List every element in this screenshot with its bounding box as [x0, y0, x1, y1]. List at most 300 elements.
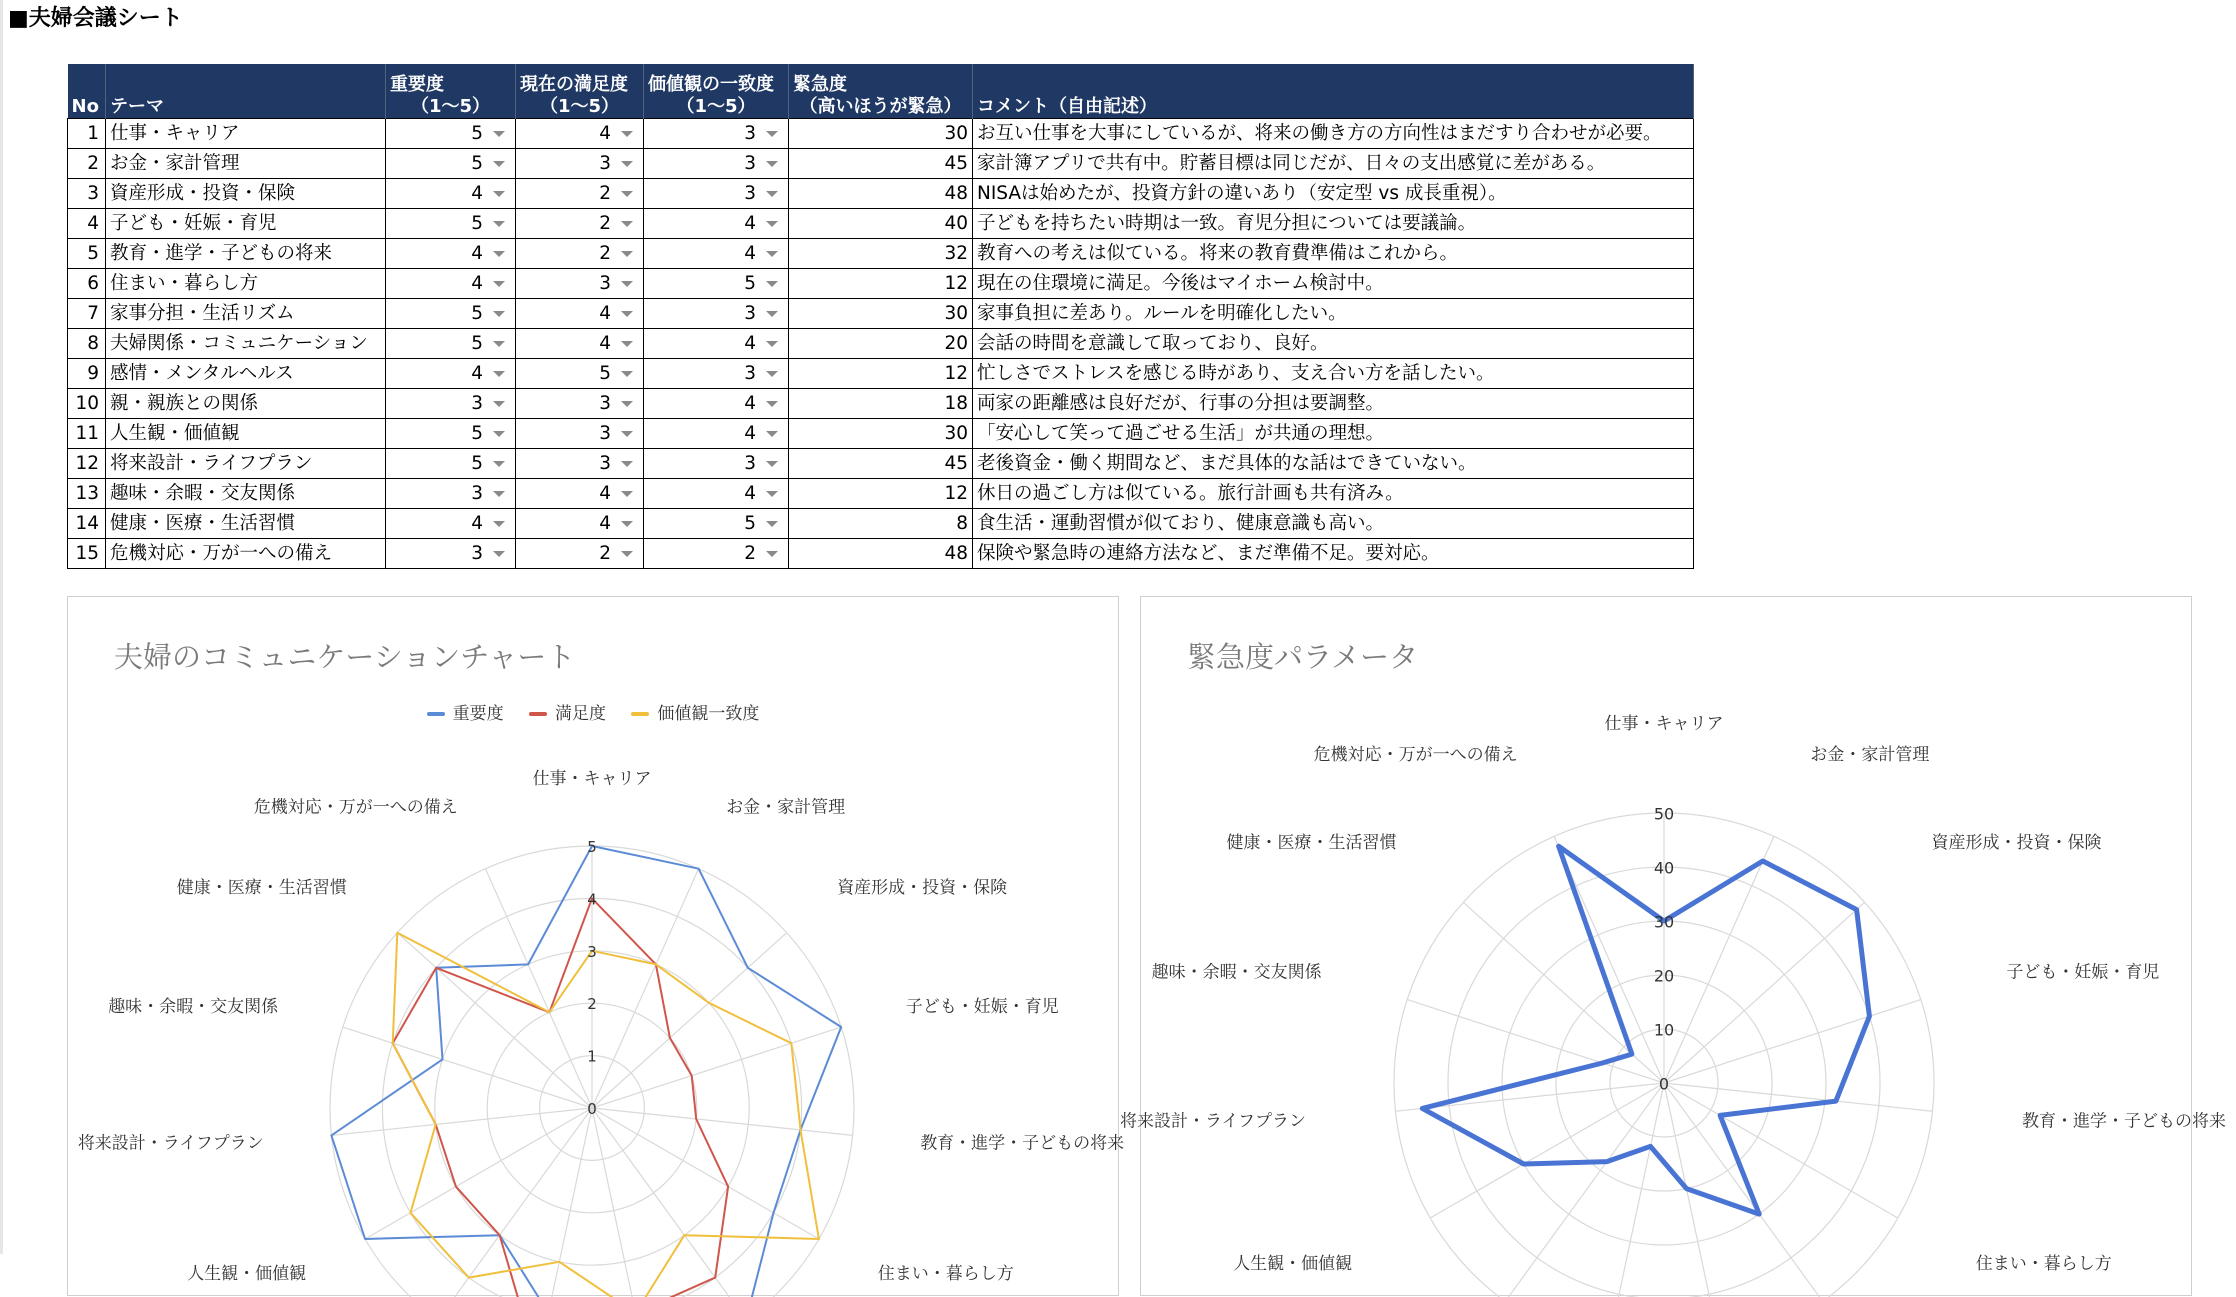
cell-importance-value: 5	[471, 123, 483, 144]
cell-theme[interactable]	[106, 329, 386, 359]
dropdown-arrow-icon[interactable]	[766, 551, 778, 557]
cell-theme-value: 趣味・余暇・交友関係	[110, 483, 296, 504]
cell-urgency-value: 8	[956, 513, 968, 534]
dropdown-arrow-icon[interactable]	[766, 131, 778, 137]
cell-comment[interactable]	[973, 359, 1694, 389]
grid-spoke	[1664, 902, 1865, 1083]
cell-values[interactable]	[644, 509, 789, 539]
cell-urgency-value: 30	[944, 423, 968, 444]
tick-label: 30	[1653, 912, 1675, 932]
cell-values-value: 3	[744, 363, 756, 384]
sheet-left-edge	[0, 0, 3, 1254]
cell-satisfaction-value: 2	[599, 213, 611, 234]
cell-urgency[interactable]	[789, 359, 973, 389]
header-urgency-line1: 緊急度	[793, 74, 847, 95]
cell-values[interactable]	[644, 329, 789, 359]
axis-label: 資産形成・投資・保険	[837, 878, 1008, 899]
cell-theme[interactable]	[106, 209, 386, 239]
cell-comment[interactable]	[973, 389, 1694, 419]
cell-comment[interactable]	[973, 509, 1694, 539]
cell-values[interactable]	[644, 179, 789, 209]
cell-urgency-value: 32	[944, 243, 968, 264]
cell-no[interactable]	[68, 149, 106, 179]
cell-no[interactable]	[68, 359, 106, 389]
cell-values-value: 4	[744, 243, 756, 264]
cell-urgency[interactable]	[789, 389, 973, 419]
cell-theme[interactable]	[106, 149, 386, 179]
axis-label: 教育・進学・子どもの将来	[920, 1133, 1125, 1154]
cell-theme-value: 住まい・暮らし方	[110, 273, 259, 294]
cell-importance-value: 5	[471, 423, 483, 444]
cell-comment-value: 教育への考えは似ている。将来の教育費準備はこれから。	[977, 243, 1459, 264]
cell-theme[interactable]	[106, 509, 386, 539]
cell-urgency[interactable]	[789, 329, 973, 359]
table-row	[68, 389, 1694, 419]
axis-label: 将来設計・ライフプラン	[1120, 1111, 1306, 1132]
cell-urgency[interactable]	[789, 149, 973, 179]
cell-comment-value: NISAは始めたが、投資方針の違いあり（安定型 vs 成長重視）。	[977, 183, 1507, 204]
dropdown-arrow-icon[interactable]	[621, 461, 633, 467]
cell-satisfaction[interactable]	[516, 179, 644, 209]
cell-satisfaction[interactable]	[516, 359, 644, 389]
cell-no[interactable]	[68, 179, 106, 209]
legend-label-satisfaction: 満足度	[555, 704, 606, 724]
cell-importance-value: 4	[471, 273, 483, 294]
cell-importance[interactable]	[386, 209, 516, 239]
tick-label: 0	[1658, 1074, 1670, 1094]
table-row	[68, 449, 1694, 479]
cell-values-value: 2	[744, 543, 756, 564]
cell-satisfaction[interactable]	[516, 119, 644, 149]
dropdown-arrow-icon[interactable]	[493, 431, 505, 437]
dropdown-arrow-icon[interactable]	[493, 251, 505, 257]
cell-importance[interactable]	[386, 389, 516, 419]
cell-urgency[interactable]	[789, 239, 973, 269]
cell-values-value: 5	[744, 513, 756, 534]
cell-theme[interactable]	[106, 419, 386, 449]
cell-importance[interactable]	[386, 119, 516, 149]
grid-spoke	[1463, 902, 1664, 1083]
grid-spoke	[343, 1027, 592, 1108]
cell-comment[interactable]	[973, 239, 1694, 269]
axis-label: 趣味・余暇・交友関係	[1151, 962, 1322, 983]
cell-values[interactable]	[644, 269, 789, 299]
cell-comment[interactable]	[973, 299, 1694, 329]
dropdown-arrow-icon[interactable]	[493, 371, 505, 377]
cell-satisfaction[interactable]	[516, 299, 644, 329]
dropdown-arrow-icon[interactable]	[621, 551, 633, 557]
dropdown-arrow-icon[interactable]	[493, 461, 505, 467]
dropdown-arrow-icon[interactable]	[766, 341, 778, 347]
header-no[interactable]: No	[68, 64, 106, 119]
cell-urgency[interactable]	[789, 449, 973, 479]
cell-urgency[interactable]	[789, 299, 973, 329]
urgency-radar-svg	[1120, 597, 2226, 1297]
cell-satisfaction-value: 2	[599, 183, 611, 204]
cell-comment[interactable]	[973, 179, 1694, 209]
cell-satisfaction-value: 3	[599, 273, 611, 294]
dropdown-arrow-icon[interactable]	[766, 161, 778, 167]
cell-importance[interactable]	[386, 359, 516, 389]
cell-comment[interactable]	[973, 539, 1694, 569]
cell-importance[interactable]	[386, 509, 516, 539]
cell-no-value: 10	[75, 393, 99, 414]
header-values-line2: （1〜5）	[676, 96, 756, 117]
cell-no[interactable]	[68, 539, 106, 569]
cell-importance-value: 3	[471, 393, 483, 414]
cell-satisfaction[interactable]	[516, 449, 644, 479]
cell-comment-value: 忙しさでストレスを感じる時があり、支え合い方を話したい。	[977, 363, 1495, 384]
tick-label: 2	[587, 995, 597, 1014]
cell-values-value: 4	[744, 483, 756, 504]
cell-no-value: 5	[87, 243, 99, 264]
dropdown-arrow-icon[interactable]	[766, 281, 778, 287]
cell-urgency-value: 40	[944, 213, 968, 234]
dropdown-arrow-icon[interactable]	[621, 221, 633, 227]
cell-no-value: 4	[87, 213, 99, 234]
cell-values-value: 3	[744, 153, 756, 174]
cell-satisfaction[interactable]	[516, 389, 644, 419]
dropdown-arrow-icon[interactable]	[493, 401, 505, 407]
table-row	[68, 509, 1694, 539]
cell-theme[interactable]	[106, 299, 386, 329]
legend-label-values: 価値観一致度	[657, 704, 760, 724]
dropdown-arrow-icon[interactable]	[621, 161, 633, 167]
cell-theme[interactable]	[106, 359, 386, 389]
grid-spoke	[592, 1027, 841, 1108]
cell-urgency-value: 20	[944, 333, 968, 354]
dropdown-arrow-icon[interactable]	[621, 311, 633, 317]
cell-comment-value: 会話の時間を意識して取っており、良好。	[977, 333, 1329, 354]
grid-spoke	[365, 1108, 592, 1239]
axis-label: 子ども・妊娠・育児	[905, 997, 1059, 1017]
cell-values[interactable]	[644, 419, 789, 449]
cell-comment[interactable]	[973, 329, 1694, 359]
cell-values[interactable]	[644, 209, 789, 239]
dropdown-arrow-icon[interactable]	[766, 311, 778, 317]
cell-comment[interactable]	[973, 419, 1694, 449]
cell-comment[interactable]	[973, 209, 1694, 239]
cell-values[interactable]	[644, 359, 789, 389]
cell-comment-value: お互い仕事を大事にしているが、将来の働き方の方向性はまだすり合わせが必要。	[977, 123, 1662, 144]
legend-label-importance: 重要度	[452, 704, 504, 724]
dropdown-arrow-icon[interactable]	[493, 131, 505, 137]
table-row	[68, 209, 1694, 239]
tick-label: 10	[1653, 1020, 1675, 1040]
dropdown-arrow-icon[interactable]	[621, 131, 633, 137]
cell-no-value: 14	[75, 513, 99, 534]
tick-label: 5	[587, 838, 597, 856]
cell-urgency[interactable]	[789, 419, 973, 449]
cell-urgency[interactable]	[789, 479, 973, 509]
dropdown-arrow-icon[interactable]	[766, 191, 778, 197]
cell-satisfaction[interactable]	[516, 149, 644, 179]
cell-satisfaction-value: 2	[599, 243, 611, 264]
cell-no[interactable]	[68, 269, 106, 299]
table-row	[68, 329, 1694, 359]
dropdown-arrow-icon[interactable]	[621, 191, 633, 197]
cell-satisfaction-value: 2	[599, 543, 611, 564]
cell-comment-value: 保険や緊急時の連絡方法など、まだ準備不足。要対応。	[977, 543, 1440, 564]
grid-spoke	[331, 1108, 592, 1135]
cell-importance[interactable]	[386, 419, 516, 449]
dropdown-arrow-icon[interactable]	[493, 551, 505, 557]
dropdown-arrow-icon[interactable]	[621, 251, 633, 257]
urgency-chart-panel[interactable]	[1120, 596, 2226, 1296]
header-comment[interactable]: コメント（自由記述）	[973, 64, 1694, 119]
cell-values[interactable]	[644, 449, 789, 479]
axis-label: 将来設計・ライフプラン	[77, 1133, 264, 1154]
cell-comment[interactable]	[973, 449, 1694, 479]
cell-values-value: 4	[744, 423, 756, 444]
cell-theme-value: 家事分担・生活リズム	[110, 303, 295, 324]
tick-label: 4	[587, 890, 597, 909]
dropdown-arrow-icon[interactable]	[493, 281, 505, 287]
cell-urgency-value: 30	[944, 303, 968, 324]
cell-theme-value: 人生観・価値観	[110, 423, 240, 444]
grid-spoke	[1505, 1083, 1664, 1297]
table-row	[68, 239, 1694, 269]
cell-theme[interactable]	[106, 539, 386, 569]
tick-label: 20	[1653, 966, 1675, 986]
cell-no[interactable]	[68, 299, 106, 329]
cell-values[interactable]	[644, 479, 789, 509]
cell-satisfaction-value: 3	[599, 153, 611, 174]
cell-urgency[interactable]	[789, 269, 973, 299]
dropdown-arrow-icon[interactable]	[493, 521, 505, 527]
cell-importance[interactable]	[386, 239, 516, 269]
cell-theme[interactable]	[106, 119, 386, 149]
dropdown-arrow-icon[interactable]	[493, 221, 505, 227]
cell-satisfaction-value: 4	[599, 123, 611, 144]
cell-urgency[interactable]	[789, 509, 973, 539]
dropdown-arrow-icon[interactable]	[493, 491, 505, 497]
cell-no[interactable]	[68, 329, 106, 359]
cell-no-value: 2	[87, 153, 99, 174]
cell-no-value: 6	[87, 273, 99, 294]
cell-importance[interactable]	[386, 329, 516, 359]
axis-label: 仕事・キャリア	[1604, 713, 1724, 734]
cell-theme-value: 将来設計・ライフプラン	[110, 453, 313, 474]
cell-theme-value: 子ども・妊娠・育児	[110, 213, 277, 234]
cell-importance-value: 4	[471, 243, 483, 264]
cell-importance-value: 5	[471, 153, 483, 174]
page-title: ■夫婦会議シート	[8, 6, 183, 31]
cell-theme[interactable]	[106, 179, 386, 209]
axis-label: 教育・進学・子どもの将来	[2022, 1111, 2226, 1132]
cell-no-value: 13	[75, 483, 99, 504]
grid-spoke	[592, 1108, 853, 1135]
communication-chart-title: 夫婦のコミュニケーションチャート	[114, 640, 576, 674]
cell-theme-value: お金・家計管理	[110, 153, 240, 174]
cell-satisfaction[interactable]	[516, 539, 644, 569]
cell-no-value: 3	[87, 183, 99, 204]
cell-importance-value: 5	[471, 333, 483, 354]
axis-label: お金・家計管理	[726, 797, 846, 818]
cell-importance-value: 4	[471, 183, 483, 204]
cell-importance[interactable]	[386, 269, 516, 299]
cell-theme-value: 仕事・キャリア	[110, 123, 240, 144]
communication-chart-panel[interactable]	[67, 596, 1125, 1296]
table-row	[68, 419, 1694, 449]
cell-no[interactable]	[68, 239, 106, 269]
cell-satisfaction[interactable]	[516, 419, 644, 449]
cell-satisfaction[interactable]	[516, 329, 644, 359]
cell-importance[interactable]	[386, 539, 516, 569]
cell-no[interactable]	[68, 479, 106, 509]
dropdown-arrow-icon[interactable]	[766, 401, 778, 407]
cell-satisfaction[interactable]	[516, 239, 644, 269]
axis-label: 人生観・価値観	[187, 1264, 307, 1284]
axis-label: 人生観・価値観	[1233, 1254, 1353, 1274]
cell-satisfaction[interactable]	[516, 509, 644, 539]
cell-comment[interactable]	[973, 269, 1694, 299]
cell-values-value: 4	[744, 213, 756, 234]
cell-values-value: 3	[744, 123, 756, 144]
cell-no[interactable]	[68, 119, 106, 149]
cell-importance-value: 4	[471, 513, 483, 534]
tick-label: 40	[1653, 858, 1675, 878]
grid-spoke	[1430, 1083, 1664, 1218]
cell-no[interactable]	[68, 389, 106, 419]
cell-satisfaction-value: 5	[599, 363, 611, 384]
cell-satisfaction[interactable]	[516, 479, 644, 509]
cell-urgency[interactable]	[789, 539, 973, 569]
dropdown-arrow-icon[interactable]	[766, 461, 778, 467]
cell-satisfaction-value: 4	[599, 333, 611, 354]
cell-comment-value: 子どもを持ちたい時期は一致。育児分担については要議論。	[977, 213, 1477, 234]
cell-importance[interactable]	[386, 299, 516, 329]
cell-theme[interactable]	[106, 239, 386, 269]
cell-satisfaction[interactable]	[516, 209, 644, 239]
header-theme[interactable]: テーマ	[106, 64, 386, 119]
cell-comment-value: 家計簿アプリで共有中。貯蓄目標は同じだが、日々の支出感覚に差がある。	[977, 153, 1606, 174]
cell-satisfaction[interactable]	[516, 269, 644, 299]
dropdown-arrow-icon[interactable]	[621, 431, 633, 437]
cell-satisfaction-value: 4	[599, 303, 611, 324]
dropdown-arrow-icon[interactable]	[493, 311, 505, 317]
communication-radar-svg	[68, 597, 1125, 1297]
tick-label: 50	[1653, 804, 1675, 824]
dropdown-arrow-icon[interactable]	[621, 281, 633, 287]
dropdown-arrow-icon[interactable]	[621, 341, 633, 347]
cell-urgency-value: 48	[944, 183, 968, 204]
cell-theme[interactable]	[106, 389, 386, 419]
dropdown-arrow-icon[interactable]	[621, 371, 633, 377]
cell-values[interactable]	[644, 539, 789, 569]
cell-theme[interactable]	[106, 449, 386, 479]
axis-label: 健康・医療・生活習慣	[176, 878, 347, 899]
axis-label: お金・家計管理	[1810, 745, 1930, 766]
dropdown-arrow-icon[interactable]	[493, 191, 505, 197]
table-row	[68, 149, 1694, 179]
cell-theme-value: 危機対応・万が一への備え	[110, 543, 333, 564]
table-row	[68, 479, 1694, 509]
cell-urgency[interactable]	[789, 179, 973, 209]
header-importance-line1: 重要度	[390, 74, 444, 95]
table-row	[68, 119, 1694, 149]
header-values[interactable]	[644, 64, 789, 119]
cell-urgency[interactable]	[789, 209, 973, 239]
cell-theme[interactable]	[106, 479, 386, 509]
dropdown-arrow-icon[interactable]	[766, 521, 778, 527]
cell-importance-value: 4	[471, 363, 483, 384]
dropdown-arrow-icon[interactable]	[621, 401, 633, 407]
cell-values[interactable]	[644, 239, 789, 269]
cell-importance-value: 5	[471, 213, 483, 234]
grid-spoke	[1664, 1000, 1921, 1083]
cell-urgency-value: 12	[944, 363, 968, 384]
cell-importance[interactable]	[386, 179, 516, 209]
cell-no[interactable]	[68, 509, 106, 539]
cell-values[interactable]	[644, 119, 789, 149]
cell-values-value: 3	[744, 453, 756, 474]
cell-importance[interactable]	[386, 449, 516, 479]
cell-urgency-value: 48	[944, 543, 968, 564]
axis-label: 子ども・妊娠・育児	[2006, 962, 2160, 983]
cell-importance-value: 3	[471, 483, 483, 504]
cell-comment[interactable]	[973, 479, 1694, 509]
series-line-0[interactable]	[1422, 846, 1869, 1214]
dropdown-arrow-icon[interactable]	[766, 491, 778, 497]
grid-spoke	[592, 1108, 746, 1297]
cell-no[interactable]	[68, 209, 106, 239]
axis-label: 住まい・暮らし方	[1975, 1254, 2112, 1274]
dropdown-arrow-icon[interactable]	[766, 221, 778, 227]
cell-urgency[interactable]	[789, 119, 973, 149]
header-importance[interactable]	[386, 64, 516, 119]
header-urgency[interactable]	[789, 64, 973, 119]
header-satisfaction-line1: 現在の満足度	[520, 74, 628, 95]
dropdown-arrow-icon[interactable]	[493, 341, 505, 347]
dropdown-arrow-icon[interactable]	[493, 161, 505, 167]
dropdown-arrow-icon[interactable]	[766, 371, 778, 377]
cell-values[interactable]	[644, 389, 789, 419]
cell-satisfaction-value: 3	[599, 453, 611, 474]
dropdown-arrow-icon[interactable]	[766, 431, 778, 437]
dropdown-arrow-icon[interactable]	[766, 251, 778, 257]
dropdown-arrow-icon[interactable]	[621, 521, 633, 527]
cell-values[interactable]	[644, 149, 789, 179]
cell-values-value: 5	[744, 273, 756, 294]
cell-importance[interactable]	[386, 479, 516, 509]
grid-spoke	[1608, 1083, 1664, 1297]
cell-comment-value: 休日の過ごし方は似ている。旅行計画も共有済み。	[977, 483, 1404, 504]
header-satisfaction-line2: （1〜5）	[539, 96, 620, 117]
cell-comment-value: 家事負担に差あり。ルールを明確化したい。	[977, 303, 1347, 324]
series-line-2[interactable]	[393, 933, 819, 1297]
axis-label: 危機対応・万が一への備え	[253, 797, 458, 818]
cell-importance[interactable]	[386, 149, 516, 179]
cell-theme-value: 資産形成・投資・保険	[110, 183, 296, 204]
header-importance-line2: （1〜5）	[410, 96, 491, 117]
axis-label: 危機対応・万が一への備え	[1313, 745, 1518, 766]
grid-spoke	[397, 933, 592, 1108]
meeting-table	[67, 64, 1694, 569]
cell-no-value: 7	[87, 303, 99, 324]
cell-values[interactable]	[644, 299, 789, 329]
cell-theme[interactable]	[106, 269, 386, 299]
cell-comment[interactable]	[973, 149, 1694, 179]
dropdown-arrow-icon[interactable]	[621, 491, 633, 497]
cell-no[interactable]	[68, 449, 106, 479]
cell-comment[interactable]	[973, 119, 1694, 149]
header-satisfaction[interactable]	[516, 64, 644, 119]
cell-no[interactable]	[68, 419, 106, 449]
header-urgency-line2: （高いほうが緊急）	[799, 96, 962, 117]
axis-label: 住まい・暮らし方	[877, 1264, 1014, 1284]
cell-theme-value: 夫婦関係・コミュニケーション	[110, 333, 368, 354]
